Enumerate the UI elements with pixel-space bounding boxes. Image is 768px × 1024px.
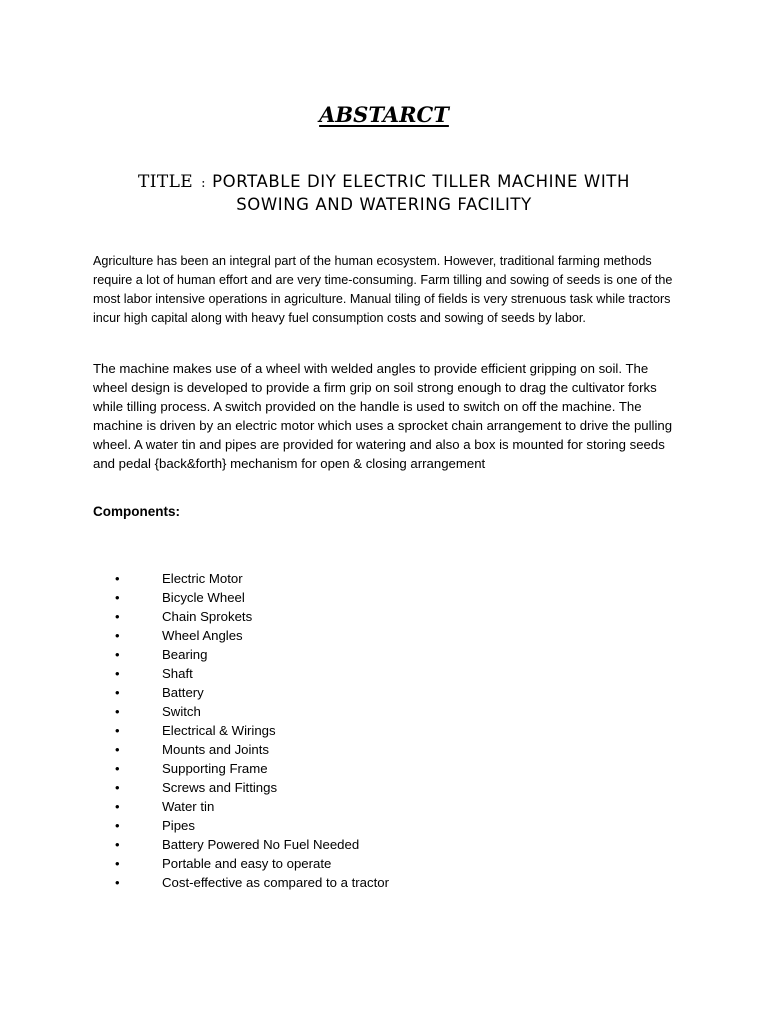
- list-item: [0, 626, 768, 645]
- title-label: TITLE: [138, 172, 194, 192]
- list-item-text: Water tin: [162, 799, 215, 814]
- bullet-icon: •: [115, 818, 120, 833]
- list-item-text: Wheel Angles: [162, 628, 243, 643]
- list-item-text: Electric Motor: [162, 571, 243, 586]
- bullet-icon: •: [115, 704, 120, 719]
- list-item-text: Shaft: [162, 666, 193, 681]
- bullet-icon: •: [115, 590, 120, 605]
- list-item-text: Cost-effective as compared to a tractor: [162, 875, 389, 890]
- list-item: [0, 873, 768, 892]
- bullet-icon: •: [115, 742, 120, 757]
- bullet-icon: •: [115, 723, 120, 738]
- bullet-icon: •: [115, 571, 120, 586]
- list-item: [0, 664, 768, 683]
- components-list: [0, 569, 768, 892]
- bullet-icon: •: [115, 628, 120, 643]
- bullet-icon: •: [115, 761, 120, 776]
- bullet-icon: •: [115, 647, 120, 662]
- list-item-text: Mounts and Joints: [162, 742, 270, 757]
- list-item: [0, 569, 768, 588]
- bullet-icon: •: [115, 780, 120, 795]
- machine-description-paragraph: The machine makes use of a wheel with welded angles to provide efficient gripping on soil. The wheel design is developed to provide a firm grip on soil strong enough to drag the cultivator forks while tilling process. A switch provided on the handle is used to switch on off the machine. The machine is driven by an electric motor which uses a sprocket chain arrangement to drive the pulling wheel. A water tin and pipes are provided for watering and also a box is mounted for storing seeds and pedal {back&forth} mechanism for open & closing arrangement: [93, 361, 673, 471]
- list-item: [0, 683, 768, 702]
- project-title: [112, 171, 656, 216]
- list-item-text: Pipes: [162, 818, 195, 833]
- list-item: [0, 854, 768, 873]
- list-item-text: Bicycle Wheel: [162, 590, 245, 605]
- title-text: PORTABLE DIY ELECTRIC TILLER MACHINE WITH SOWING AND WATERING FACILITY: [212, 172, 630, 214]
- list-item: [0, 835, 768, 854]
- list-item-text: Screws and Fittings: [162, 780, 278, 795]
- title-colon: :: [201, 176, 207, 191]
- bullet-icon: •: [115, 666, 120, 681]
- list-item: [0, 702, 768, 721]
- list-item-text: Portable and easy to operate: [162, 856, 332, 871]
- list-item: [0, 778, 768, 797]
- list-item-text: Chain Sprokets: [162, 609, 253, 624]
- bullet-icon: •: [115, 837, 120, 852]
- bullet-icon: •: [115, 856, 120, 871]
- list-item: [0, 645, 768, 664]
- list-item-text: Bearing: [162, 647, 208, 662]
- list-item: [0, 816, 768, 835]
- bullet-icon: •: [115, 875, 120, 890]
- bullet-icon: •: [115, 609, 120, 624]
- list-item: [0, 588, 768, 607]
- bullet-icon: •: [115, 799, 120, 814]
- list-item: [0, 797, 768, 816]
- list-item-text: Battery Powered No Fuel Needed: [162, 837, 360, 852]
- list-item-text: Electrical & Wirings: [162, 723, 276, 738]
- intro-paragraph: Agriculture has been an integral part of the human ecosystem. However, traditional farming methods require a lot of human effort and are very time-consuming. Farm tilling and sowing of seeds is one of the most labor intensive operations in agriculture. Manual tiling of fields is very strenuous task while tractors incur high capital along with heavy fuel consumption costs and sowing of seeds by labor.: [93, 254, 673, 325]
- list-item-text: Switch: [162, 704, 201, 719]
- list-item: [0, 740, 768, 759]
- list-item: [0, 759, 768, 778]
- bullet-icon: •: [115, 685, 120, 700]
- list-item-text: Supporting Frame: [162, 761, 268, 776]
- list-item: [0, 607, 768, 626]
- components-heading: Components:: [93, 504, 180, 519]
- list-item: [0, 721, 768, 740]
- document-heading: ABSTARCT: [319, 102, 449, 127]
- list-item-text: Battery: [162, 685, 204, 700]
